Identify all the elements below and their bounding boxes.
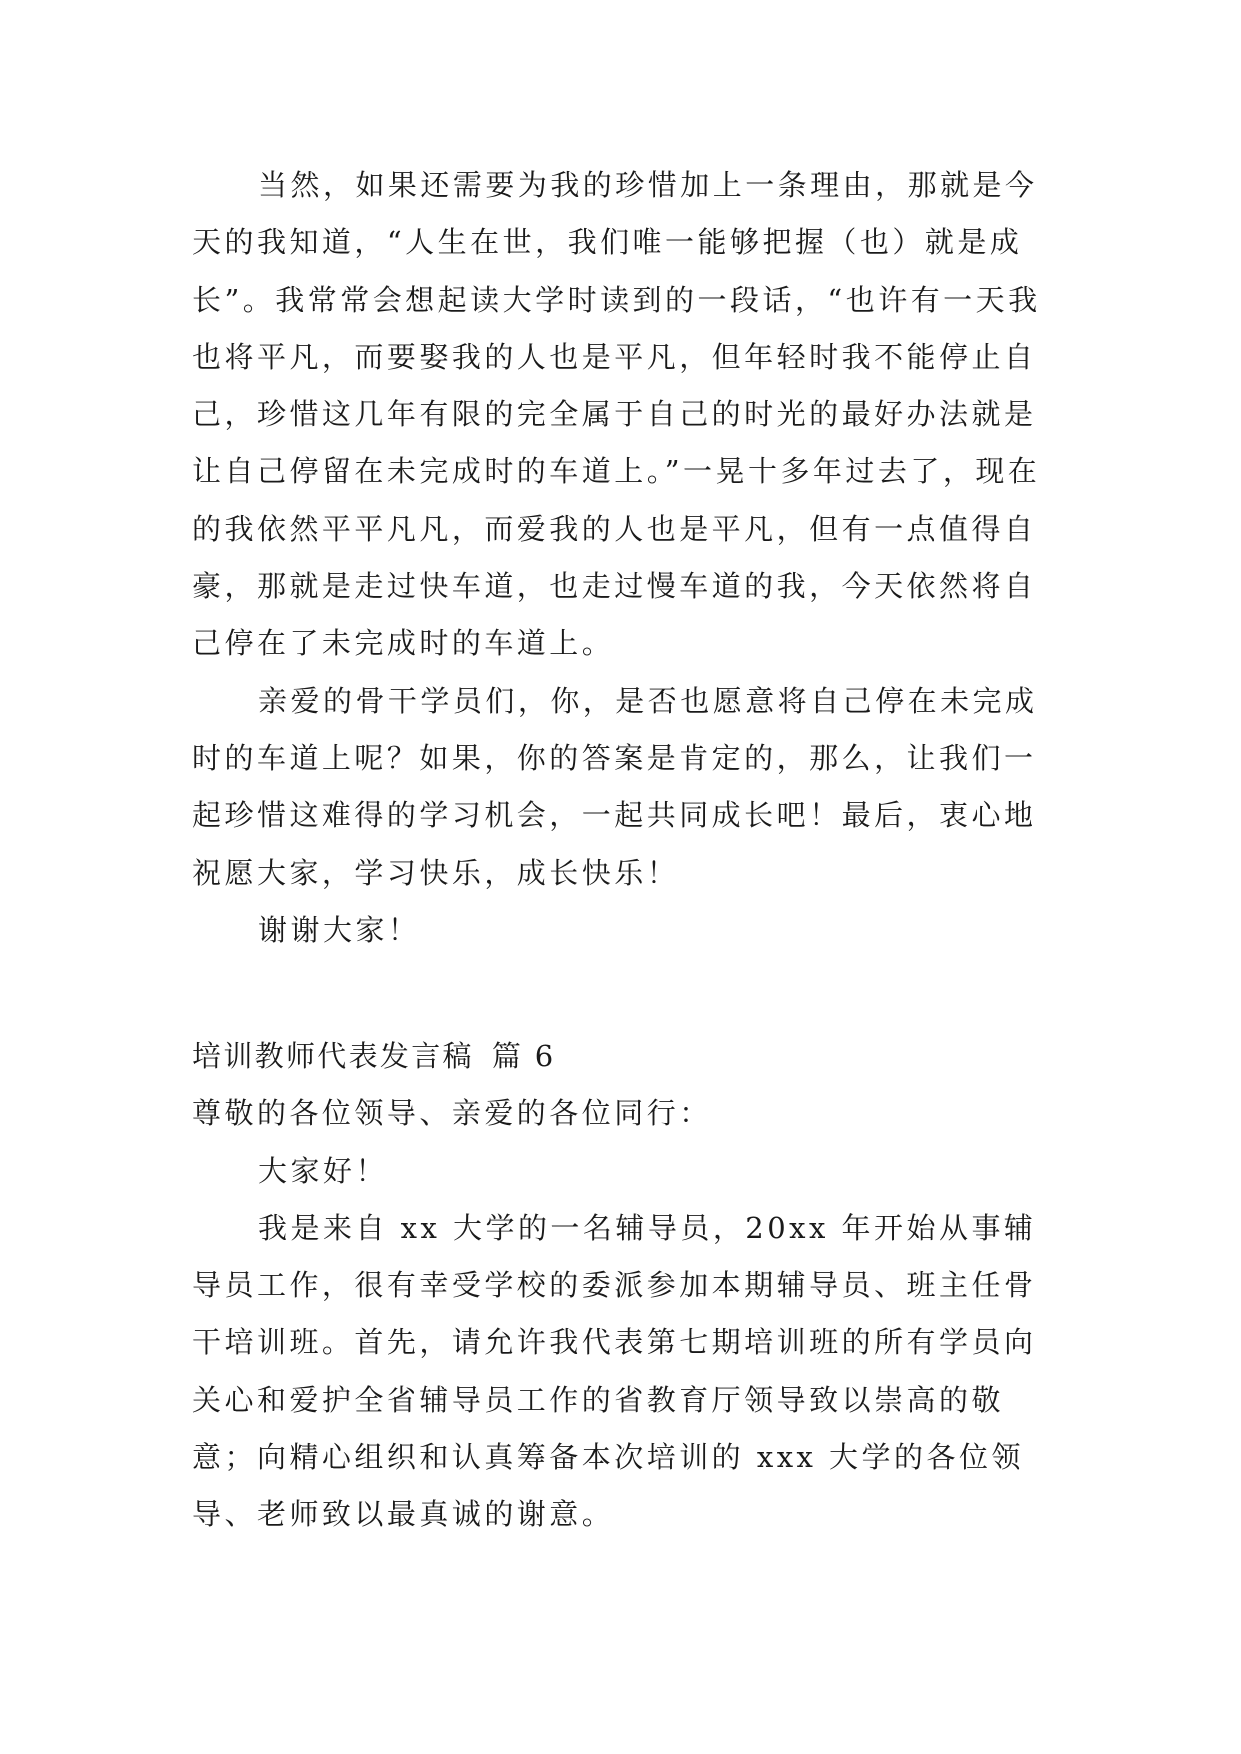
greeting: 大家好！ — [258, 1153, 388, 1188]
section-title — [192, 1028, 1052, 1085]
salutation: 尊敬的各位领导、亲爱的各位同行： — [192, 1096, 712, 1131]
speech-continuation — [192, 157, 1052, 959]
paragraph-appeal: 亲爱的骨干学员们，你，是否也愿意将自己停在未完成时的车道上呢？如果，你的答案是肯定的，那么，让我们一起珍惜这难得的学习机会，一起共同成长吧！最后，衷心地祝愿大家，学习快乐，成长快乐！ — [192, 683, 1038, 890]
paragraph-introduction: 我是来自 xx 大学的一名辅导员，20xx 年开始从事辅导员工作，很有幸受学校的委派参加本期辅导员、班主任骨干培训班。首先，请允许我代表第七期培训班的所有学员向关心和爱护全省辅导员工作的省教育厅领导致以崇高的敬意；向精心组织和认真筹备本次培训的 xxx 大学的各位领导、老师致以最真诚的谢意。 — [192, 1210, 1037, 1532]
paragraph-reason: 当然，如果还需要为我的珍惜加上一条理由，那就是今天的我知道，“人生在世，我们唯一能够把握（也）就是成长”。我常常会想起读大学时读到的一段话，“也许有一天我也将平凡，而要娶我的人也是平凡，但年轻时我不能停止自己，珍惜这几年有限的完全属于自己的时光的最好办法就是让自己停留在未完成时的车道上。”一晃十多年过去了，现在的我依然平平凡凡，而爱我的人也是平凡，但有一点值得自豪，那就是走过快车道，也走过慢车道的我，今天依然将自己停在了未完成时的车道上。 — [192, 168, 1041, 661]
section-title-number: 篇 6 — [491, 1039, 556, 1073]
section-title-text: 培训教师代表发言稿 — [192, 1039, 474, 1073]
paragraph-thanks: 谢谢大家！ — [258, 912, 421, 947]
speech-section-6 — [192, 1028, 1052, 1544]
